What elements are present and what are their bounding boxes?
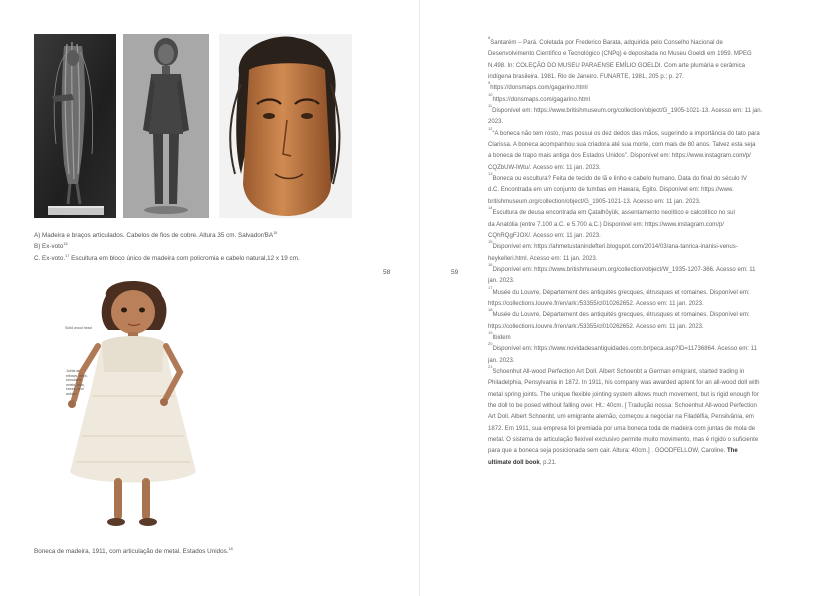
footnote-line (488, 307, 804, 321)
footnote-line (488, 103, 804, 117)
footnote-text: CQZbUW-lWtu/. Acesso em: 11 jan. 2023. (488, 164, 601, 171)
footnote-number: 8 (488, 35, 491, 40)
footnote-text: Disponível em: https://ahmetustanindefteri.blogspot.com/2014/03/ana-tanrica-inanisi-venus- (492, 244, 738, 251)
footnote-line (488, 35, 804, 49)
footnote-text: jan. 2023. (488, 357, 515, 364)
caption-doll: Boneca de madeira, 1911, com articulação de metal. Estados Unidos.$^{18}$ (34, 547, 233, 556)
footnote-line (488, 390, 804, 401)
footnote-line (488, 72, 804, 86)
footnote-text: https://donsmaps.com/gagarino.html (490, 85, 588, 92)
footnote-text: d.C. Encontrada em um conjunto de tumbas em Hawara, Egito. Disponível em: https://www. (488, 187, 734, 194)
footnote-line (488, 61, 804, 72)
footnote-text: https://collections.louvre.fr/en/ark:/53355/cl010262652. Acesso em: 11 jan. 2023. (488, 300, 704, 307)
footnote-text: https://collections.louvre.fr/en/ark:/53355/cl010262652. Acesso em: 11 jan. 2023. (488, 323, 704, 330)
footnote-number: 15 (488, 239, 493, 245)
footnote-line (488, 163, 804, 177)
footnote-line (488, 185, 804, 196)
footnote-number: 10 (488, 91, 493, 97)
footnote-line (488, 220, 804, 231)
book-title: ultimate doll book (488, 459, 540, 466)
footnote-tail: , p.21. (539, 459, 557, 466)
caption-b: B) Ex-voto$^{16}$ (34, 242, 68, 251)
footnote-number: 14 (488, 205, 493, 211)
footnote-text: Escultura de deusa encontrada em Çatalhöyük, assentamento neolítico e calcolítico no sul (492, 210, 735, 217)
footnote-line (488, 91, 804, 109)
footnote-text: Disponível em: https://www.britishmuseum.org/collection/object/G_1905-1021-13. Acesso em: 11 jan. (492, 108, 763, 115)
footnote-line (488, 205, 804, 219)
footnote-text: CQhRQgFJOX/. Acesso em: 11 jan. 2023. (488, 232, 601, 239)
footnote-number: 12 (488, 125, 493, 131)
footnote-line (488, 151, 804, 162)
footnote-line (488, 412, 804, 423)
footnote-text: Boneca ou escultura? Feita de tecido de lã e linho e cabelo humano. Data do final do século IV (492, 176, 747, 183)
book-title: The (726, 448, 738, 455)
footnote-text: 1872. Em 1911, sua empresa foi premiada por uma boneca toda de madeira com juntas de mola de (488, 425, 756, 432)
footnote-number: 11 (488, 103, 493, 109)
footnote-number: 9 (488, 80, 491, 86)
footnote-text: a boneca de trapo mais antiga dos Estados Unidos”. Disponível em: https://www.instagram.com/p/ (488, 153, 751, 160)
footnote-text: N.498. In: COLEÇÃO DO MUSEU PARAENSE EMÍLIO GOELDI. Com arte plumária e cerâmica (488, 62, 745, 69)
footnotes (488, 35, 804, 469)
footnote-line (488, 171, 804, 185)
footnote-text: Ibidem (492, 334, 511, 341)
page-number-left: 58 (383, 269, 391, 276)
footnote-text: da Anatólia (entre 7.100 a.C. e 5.700 a.C.) Disponível em: https://www.instagram.com/p/ (488, 221, 724, 228)
footnote-line (488, 117, 804, 128)
footnote-line (488, 197, 804, 211)
footnote-text: heykelleri.html. Acesso em: 11 jan. 2023. (488, 255, 598, 262)
footnote-line (488, 125, 804, 140)
footnote-text: Disponível em: https://www.novidadesantiguidades.com.br/peca.asp?ID=11736864. Acesso em: 11 (492, 346, 757, 353)
footnote-text: metal. O sistema de articulação flexível exclusivo permite muito movimento, mas é rígido o suficiente (488, 437, 759, 444)
footnote-text: “A boneca não tem rosto, mas possui os dez dedos das mãos, sugerindo a importância do tato para (492, 130, 760, 137)
footnote-line (488, 341, 804, 355)
photo-wooden-figure-copper-hair (34, 34, 116, 218)
footnote-line (488, 401, 804, 412)
footnote-number: 19 (488, 329, 493, 335)
doll-label-head: Solid wood head (65, 326, 92, 330)
footnote-line (488, 363, 804, 378)
figure-captions (34, 229, 364, 263)
footnote-line (488, 446, 804, 457)
footnote-number: 13 (488, 171, 493, 177)
caption-c: C. Ex-voto.$^{17}$ Escultura em bloco único de madeira com policromia e cabelo natural,12 x 19 cm. (34, 253, 300, 262)
footnote-line (488, 356, 804, 367)
footnote-text: Art Doll. Albert Schoenbt, um emigrante alemão, começou a negociar na Filadélfia, Pensilvânia, em (488, 414, 754, 421)
footnote-text: Musée du Louvre, Département des antiquités grecques, étrusques et romaines. Disponível em: (492, 312, 750, 319)
footnote-line (488, 424, 804, 435)
footnote-text: Disponível em: https://www.britishmuseum.org/collection/object/W_1935-1207-366. Acesso em: 11 (492, 266, 756, 273)
footnote-text: jan. 2023. (488, 278, 515, 285)
footnote-line (488, 329, 804, 347)
footnote-line (488, 276, 804, 287)
footnote-line (488, 299, 804, 313)
photo-ex-voto-figure (123, 34, 209, 218)
footnote-line (488, 254, 804, 265)
footnote-text: Santarém – Pará. Coletada por Frederico Barata, adquirida pelo Conselho Nacional de (490, 40, 723, 46)
footnote-line (488, 322, 804, 333)
footnote-line (488, 378, 804, 389)
footnote-text: Desenvolvimento Científico e Tecnológico (CNPq) e depositada no Museu Goeldi em 1959. MPEG (488, 51, 752, 58)
doll-label-joints: Joints at elbows, neck, shoulders, wrists, hips, knees, and ankles (66, 369, 88, 396)
footnote-text: metal spring joints. The unique flexible jointing system allows much movement, but is rigid enough for (488, 391, 759, 398)
footnote-text: Musée du Louvre, Département des antiquités grecques, étrusques et romaines. Disponível em: (492, 289, 750, 296)
footnote-text: the doll to be posed without falling over. Ht.: 40cm. [ Tradução nossa: Schoenhut All-wood Perfection (488, 403, 757, 409)
footnote-number: 18 (488, 307, 493, 313)
footnote-text: britishmuseum.org/collection/object/G_1905-1021-13. Acesso em: 11 jan. 2023. (488, 198, 701, 205)
footnote-text: Schoenhut All-wood Perfection Art Doll. Albert Schoenbt a German emigrant, started trading in (492, 368, 745, 375)
footnote-text: https://donsmaps.com/gagarino.html (492, 96, 590, 103)
footnote-text: Philadelphia, Pensylvania in 1872. In 1911, his company was awarded aptent for an all-wood doll with (488, 380, 760, 387)
caption-a: A) Madeira e braços articulados. Cabelos de fios de cobre. Altura 35 cm. Salvador/BA$^{15}$ (34, 231, 278, 240)
footnote-line (488, 435, 804, 446)
footnote-number: 16 (488, 261, 493, 267)
photo-carved-wood-head (219, 34, 352, 218)
footnote-text: 2023. (488, 119, 504, 126)
footnote-line (488, 140, 804, 151)
footnote-line (488, 239, 804, 253)
footnote-line (488, 231, 804, 245)
footnote-number: 17 (488, 284, 493, 290)
footnote-number: 21 (488, 363, 493, 369)
footnote-line (488, 261, 804, 276)
footnote-line (488, 49, 804, 60)
footnote-line (488, 284, 804, 299)
footnote-number: 20 (488, 341, 493, 347)
footnote-line (488, 80, 804, 94)
footnote-line (488, 458, 804, 469)
footnote-text: para que a boneca seja posicionada sem cair. Altura: 40cm.] . GOODFELLOW, Caroline. (488, 448, 726, 455)
footnote-text: Clarissa. A boneca acompanhou sua criadora até sua morte, com mais de 80 anos. Talvez esta seja (488, 142, 756, 149)
page-number-right: 59 (451, 269, 459, 276)
footnote-text: indígena brasileira. 1981. Rio de Janeiro. FUNARTE, 1981, 205 p.; p. 27. (488, 74, 684, 81)
photo-wooden-doll-1911 (62, 276, 204, 532)
